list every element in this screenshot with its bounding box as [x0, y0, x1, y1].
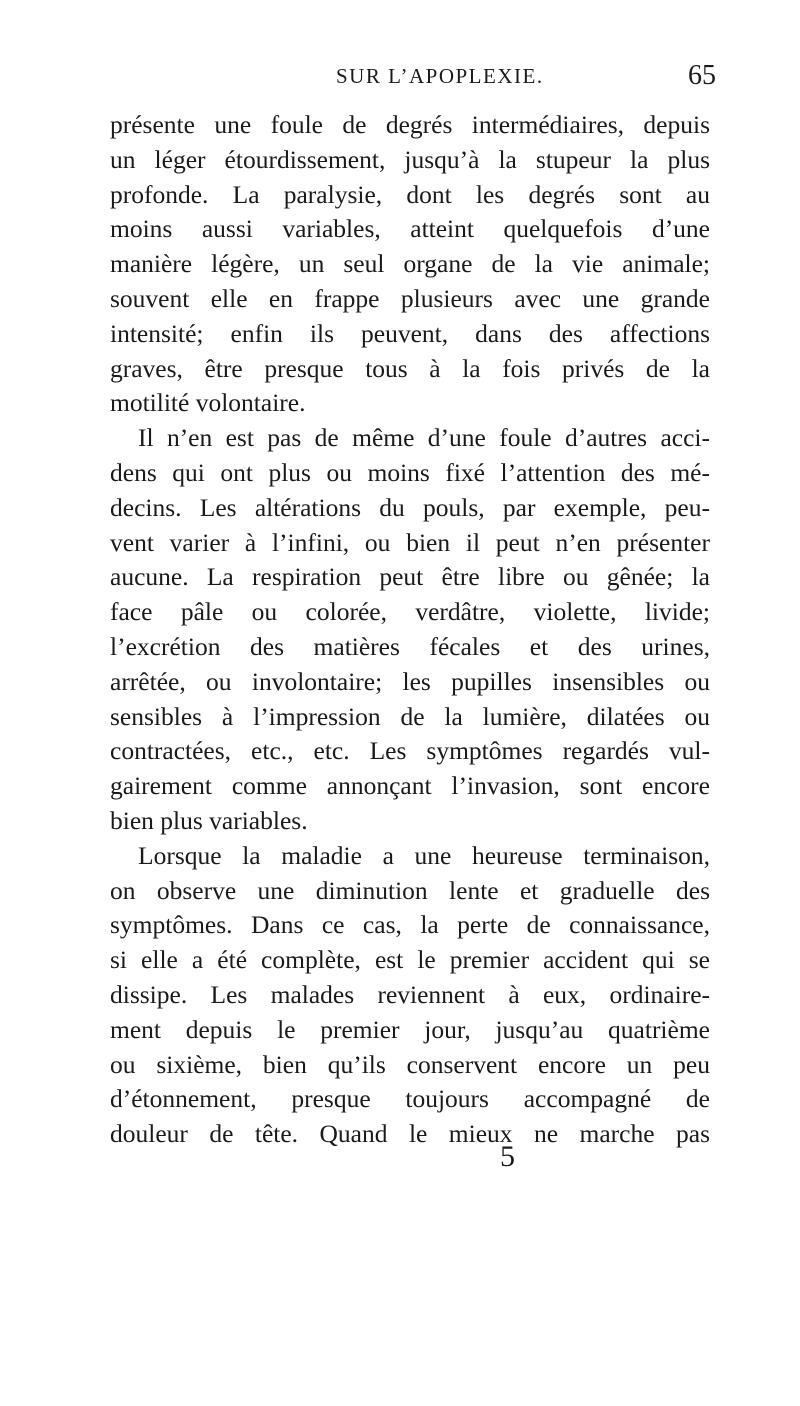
text-line: contractées, etc., etc. Les symptômes regardés vul-: [110, 736, 710, 766]
text-line: l’excrétion des matières fécales et des urines,: [110, 631, 710, 661]
text-line: decins. Les altérations du pouls, par exemple, peu-: [110, 492, 710, 522]
text-line: on observe une diminution lente et graduelle des: [110, 875, 710, 905]
text-line: ment depuis le premier jour, jusqu’au quatrième: [110, 1014, 710, 1044]
text-line: présente une foule de degrés intermédiaires, depuis: [110, 110, 710, 139]
text-line: souvent elle en frappe plusieurs avec une grande: [110, 283, 710, 313]
text-line: face pâle ou colorée, verdâtre, violette, livide;: [110, 597, 710, 627]
running-header: [0, 60, 800, 100]
text-line: Lorsque la maladie a une heureuse terminaison,: [138, 840, 710, 870]
signature-mark: 5: [500, 1140, 515, 1173]
text-line: ou sixième, bien qu’ils conservent encore un peu: [110, 1049, 710, 1079]
text-line: un léger étourdissement, jusqu’à la stupeur la plus: [110, 144, 710, 174]
body-text: [110, 108, 710, 1152]
text-line: intensité; enfin ils peuvent, dans des affections: [110, 318, 710, 348]
text-line: si elle a été complète, est le premier accident qui se: [110, 945, 710, 975]
text-line: profonde. La paralysie, dont les degrés sont au: [110, 179, 710, 209]
text-line: sensibles à l’impression de la lumière, dilatées ou: [110, 701, 710, 731]
text-line: douleur de tête. Quand le mieux ne marche pas: [110, 1119, 710, 1149]
text-line: vent varier à l’infini, ou bien il peut n’en présenter: [110, 527, 710, 557]
text-line: motilité volontaire.: [110, 388, 306, 418]
text-line: bien plus variables.: [110, 805, 308, 835]
text-line: Il n’en est pas de même d’une foule d’autres acci-: [138, 423, 710, 453]
text-line: gairement comme annonçant l’invasion, sont encore: [110, 771, 710, 801]
running-title: SUR L’APOPLEXIE.: [336, 64, 544, 88]
text-line: symptômes. Dans ce cas, la perte de connaissance,: [110, 910, 710, 940]
text-line: d’étonnement, presque toujours accompagné de: [110, 1084, 710, 1114]
text-line: dens qui ont plus ou moins fixé l’attention des mé-: [110, 457, 710, 487]
text-line: manière légère, un seul organe de la vie animale;: [110, 249, 710, 279]
page-number: 65: [688, 60, 716, 91]
text-line: graves, être presque tous à la fois privés de la: [110, 353, 710, 383]
text-line: arrêtée, ou involontaire; les pupilles insensibles ou: [110, 666, 710, 696]
text-line: aucune. La respiration peut être libre ou gênée; la: [110, 562, 710, 592]
text-line: moins aussi variables, atteint quelquefois d’une: [110, 214, 710, 244]
text-line: dissipe. Les malades reviennent à eux, ordinaire-: [110, 979, 710, 1009]
